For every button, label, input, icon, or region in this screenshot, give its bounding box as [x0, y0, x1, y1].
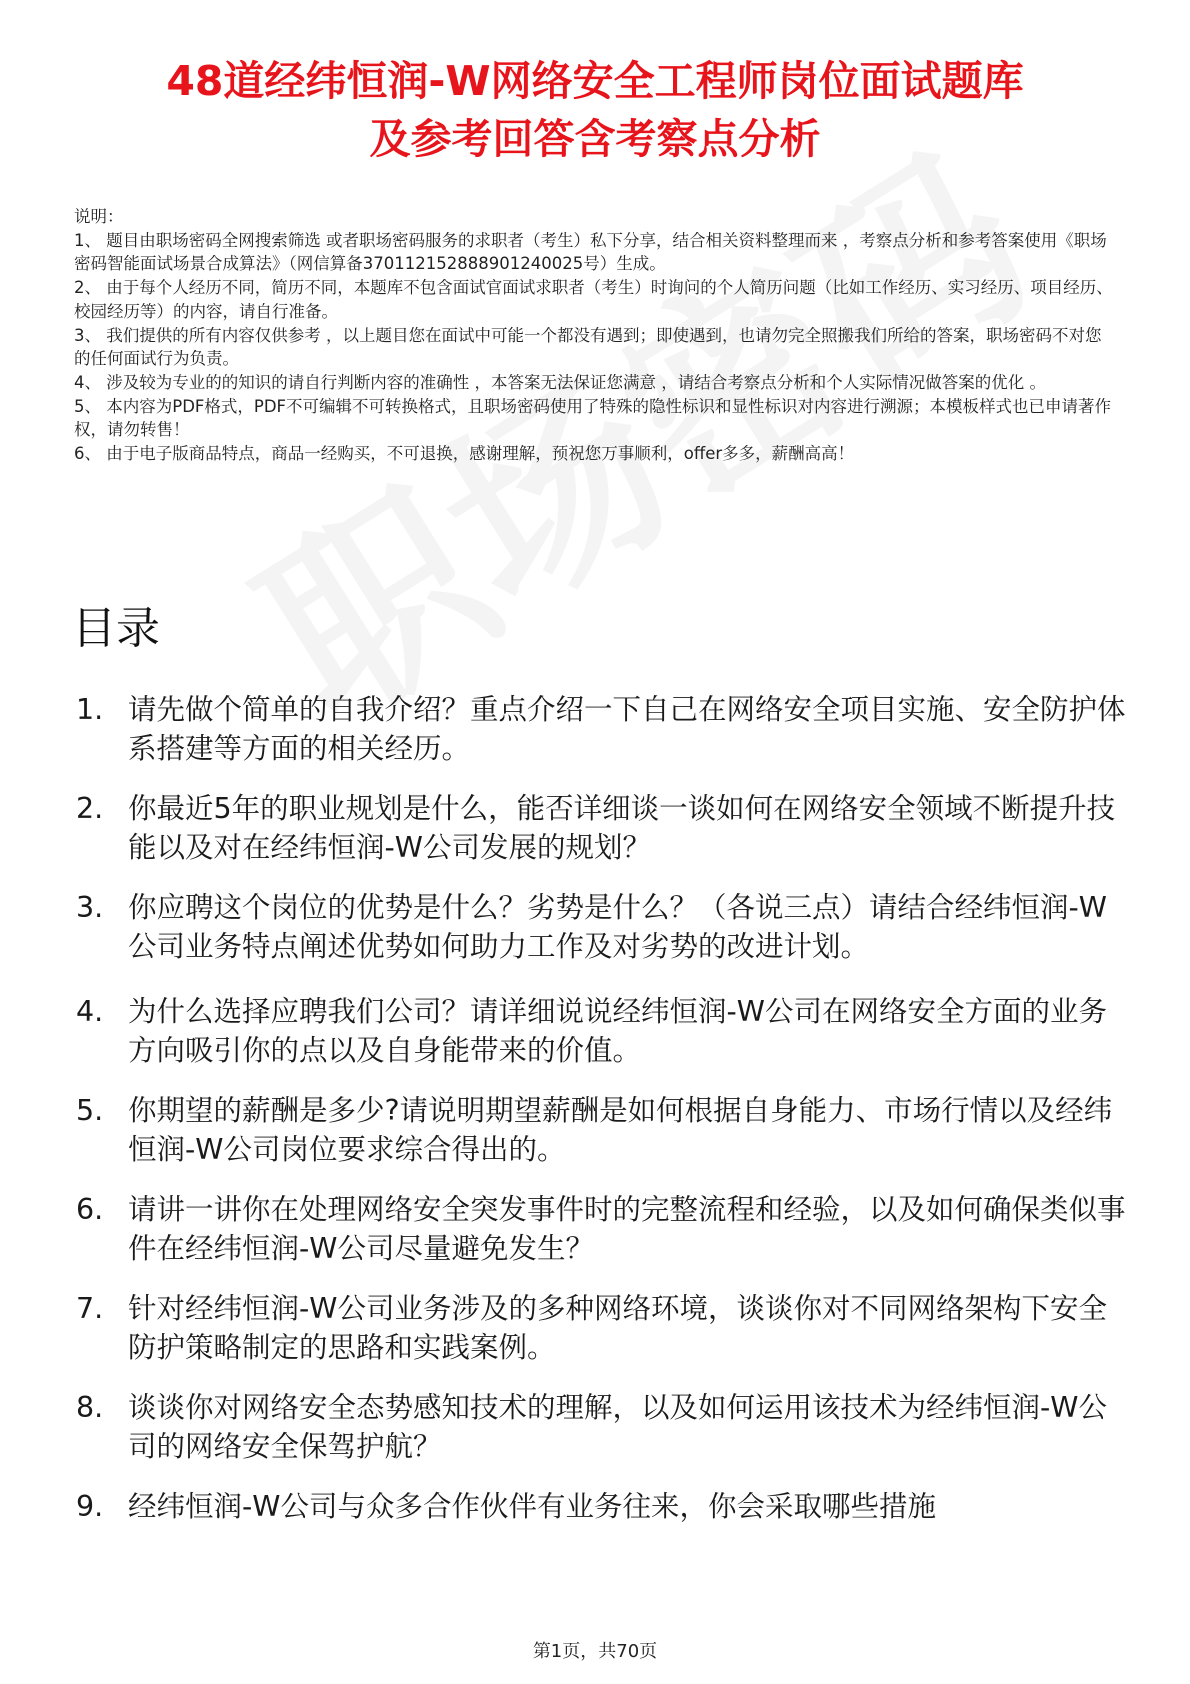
toc-item-text: 你期望的薪酬是多少?请说明期望薪酬是如何根据自身能力、市场行情以及经纬恒润-W公司岗位要求综合得出的。 [128, 1094, 1113, 1166]
note-item: 3、 我们提供的所有内容仅供参考 ，以上题目您在面试中可能一个都没有遇到；即使遇到，也请勿完全照搬我们所给的答案，职场密码不对您的任何面试行为负责。 [74, 325, 1102, 369]
toc-item[interactable] [76, 992, 1126, 1070]
toc-item-number: 7. [76, 1292, 104, 1325]
toc-item-text: 请先做个简单的自我介绍？重点介绍一下自己在网络安全项目实施、安全防护体系搭建等方面的相关经历。 [128, 693, 1126, 765]
toc-item-number: 9. [76, 1490, 104, 1523]
note-item: 1、 题目由职场密码全网搜索筛选 或者职场密码服务的求职者（考生）私下分享，结合相关资料整理而来 ，考察点分析和参考答案使用《职场密码智能面试场景合成算法》（网信算备370112152888901240025号）生成。 [74, 230, 1107, 274]
toc-item-number: 4. [76, 995, 104, 1028]
page-title-line-2: 及参考回答含考察点分析 [369, 115, 821, 163]
toc-item[interactable] [76, 1289, 1126, 1367]
toc-item[interactable] [76, 1487, 1126, 1526]
toc-item-number: 5. [76, 1094, 104, 1127]
toc-item-number: 2. [76, 792, 104, 825]
toc-item[interactable] [76, 1091, 1126, 1169]
toc-item-text: 谈谈你对网络安全态势感知技术的理解，以及如何运用该技术为经纬恒润-W公司的网络安全保驾护航？ [128, 1391, 1107, 1463]
toc-item-number: 1. [76, 693, 104, 726]
toc-item[interactable] [76, 888, 1126, 966]
page-title [40, 52, 1150, 168]
toc-item[interactable] [76, 690, 1126, 768]
toc-item-text: 你应聘这个岗位的优势是什么？劣势是什么？（各说三点）请结合经纬恒润-W公司业务特点阐述优势如何助力工作及对劣势的改进计划。 [128, 891, 1107, 963]
toc-item-number: 6. [76, 1193, 104, 1226]
note-item: 6、 由于电子版商品特点，商品一经购买，不可退换，感谢理解，预祝您万事顺利，offer多多，薪酬高高！ [74, 444, 855, 464]
toc-item-text: 请讲一讲你在处理网络安全突发事件时的完整流程和经验，以及如何确保类似事件在经纬恒润-W公司尽量避免发生？ [128, 1193, 1126, 1265]
toc-item-number: 8. [76, 1391, 104, 1424]
toc-item-text: 经纬恒润-W公司与众多合作伙伴有业务往来，你会采取哪些措施 [128, 1490, 936, 1523]
notes-heading: 说明： [74, 207, 124, 226]
page-title-line-1: 48道经纬恒润-W网络安全工程师岗位面试题库 [166, 57, 1024, 105]
toc-heading: 目录 [72, 603, 160, 654]
notes-section [74, 205, 1114, 466]
toc-item[interactable] [76, 789, 1126, 867]
note-item: 2、 由于每个人经历不同，简历不同，本题库不包含面试官面试求职者（考生）时询问的个人简历问题（比如工作经历、实习经历、项目经历、校园经历等）的内容，请自行准备。 [74, 278, 1113, 321]
note-item: 4、 涉及较为专业的的知识的请自行判断内容的准确性 ，本答案无法保证您满意 ，请结合考察点分析和个人实际情况做答案的优化 。 [74, 372, 1046, 392]
toc-item-number: 3. [76, 891, 104, 924]
toc-item-text: 针对经纬恒润-W公司业务涉及的多种网络环境，谈谈你对不同网络架构下安全防护策略制定的思路和实践案例。 [128, 1292, 1107, 1364]
toc-item-text: 为什么选择应聘我们公司？请详细说说经纬恒润-W公司在网络安全方面的业务方向吸引你的点以及自身能带来的价值。 [128, 995, 1107, 1067]
toc-item-text: 你最近5年的职业规划是什么，能否详细谈一谈如何在网络安全领域不断提升技能以及对在经纬恒润-W公司发展的规划？ [128, 792, 1116, 864]
toc-item[interactable] [76, 1388, 1126, 1466]
toc-list [76, 690, 1126, 1526]
toc-item[interactable] [76, 1190, 1126, 1268]
page-footer: 第1页，共70页 [532, 1641, 658, 1662]
note-item: 5、 本内容为PDF格式，PDF不可编辑不可转换格式，且职场密码使用了特殊的隐性标识和显性标识对内容进行溯源；本模板样式也已申请著作权，请勿转售！ [74, 396, 1112, 440]
